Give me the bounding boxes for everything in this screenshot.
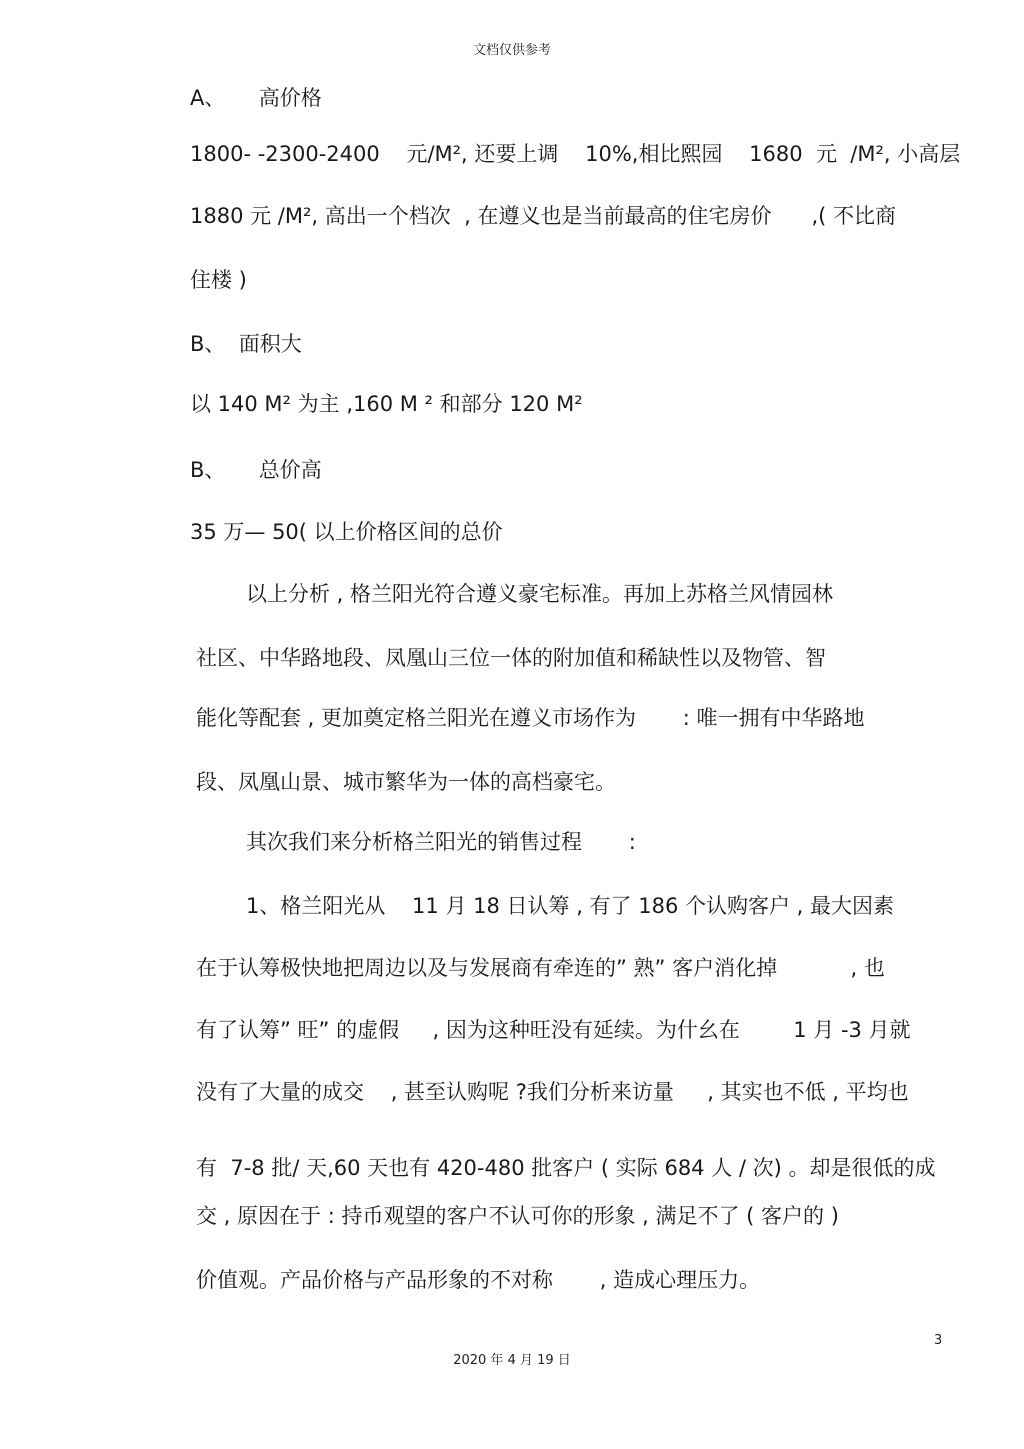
paragraph-line: 1880 元 /M², 高出一个档次 , 在遵义也是当前最高的住宅房价 ,( 不比商 <box>190 204 897 228</box>
heading-b-large-area: B、 面积大 <box>190 332 302 356</box>
paragraph-line: 社区、中华路地段、凤凰山三位一体的附加值和稀缺性以及物管、智 <box>196 646 826 670</box>
page-number: 3 <box>934 1333 943 1348</box>
footer-date: 2020 年 4 月 19 日 <box>453 1353 571 1368</box>
paragraph-line: 有了认筹” 旺” 的虚假 , 因为这种旺没有延续。为什幺在 1 月 -3 月就 <box>196 1018 911 1042</box>
paragraph-line: 35 万— 50( 以上价格区间的总价 <box>190 520 503 544</box>
paragraph-line: 在于认筹极快地把周边以及与发展商有牵连的” 熟” 客户消化掉 , 也 <box>196 956 885 980</box>
paragraph-line: 有 7-8 批/ 天,60 天也有 420-480 批客户 ( 实际 684 人 / 次) 。却是很低的成 <box>196 1156 936 1180</box>
paragraph-line: 以 140 M² 为主 ,160 M ² 和部分 120 M² <box>190 392 583 416</box>
heading-b-high-total: B、 总价高 <box>190 458 322 482</box>
paragraph-line: 段、凤凰山景、城市繁华为一体的高档豪宅。 <box>196 770 616 794</box>
page-header: 文档仅供参考 <box>472 43 551 58</box>
paragraph-line: 以上分析 , 格兰阳光符合遵义豪宅标准。再加上苏格兰风情园林 <box>246 582 834 606</box>
paragraph-line: 1、格兰阳光从 11 月 18 日认筹 , 有了 186 个认购客户 , 最大因素 <box>246 894 895 918</box>
paragraph-line: 其次我们来分析格兰阳光的销售过程 : <box>246 830 636 854</box>
paragraph-line: 价值观。产品价格与产品形象的不对称 , 造成心理压力。 <box>196 1268 761 1292</box>
paragraph-line: 交 , 原因在于 : 持币观望的客户不认可你的形象 , 满足不了 ( 客户的 ) <box>196 1204 839 1228</box>
paragraph-line: 没有了大量的成交 , 甚至认购呢 ?我们分析来访量 , 其实也不低 , 平均也 <box>196 1080 909 1104</box>
paragraph-line: 能化等配套 , 更加奠定格兰阳光在遵义市场作为 : 唯一拥有中华路地 <box>196 706 865 730</box>
paragraph-line: 1800- -2300-2400 元/M², 还要上调 10%,相比熙园 1680 元 /M², 小高层 <box>190 142 961 166</box>
heading-a-high-price: A、 高价格 <box>190 86 322 110</box>
paragraph-line: 住楼 ) <box>190 268 247 292</box>
